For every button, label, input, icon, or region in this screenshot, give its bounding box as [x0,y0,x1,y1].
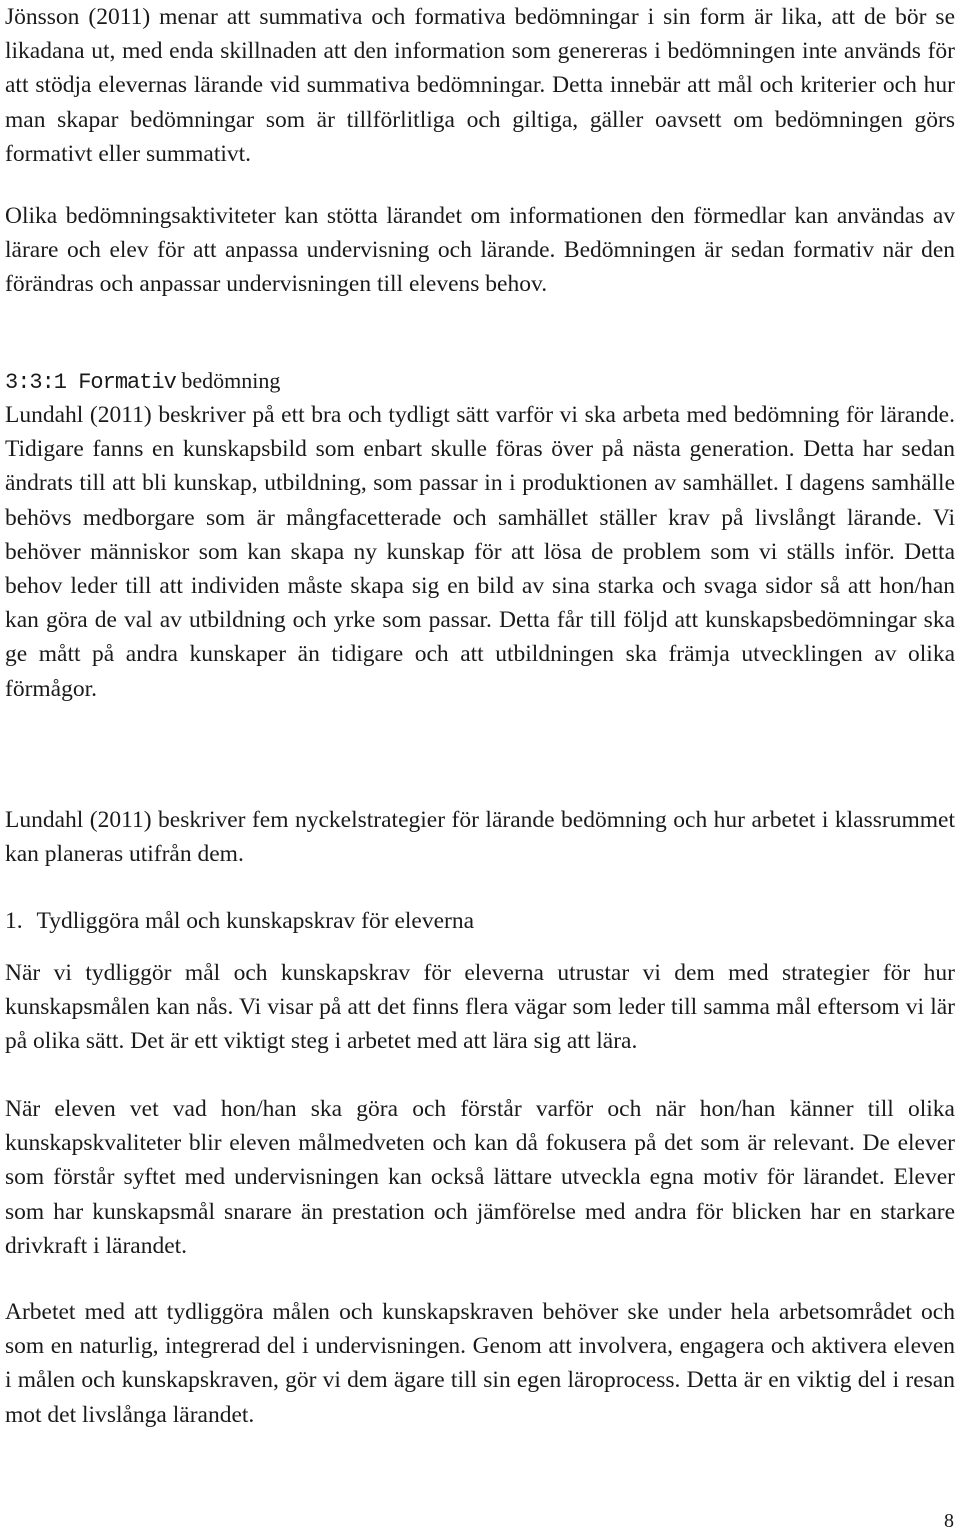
list-title: Tydliggöra mål och kunskapskrav för eleverna [36,908,475,934]
section-title: bedömning [181,368,281,393]
section-number: 3:3:1 Formativ [5,370,176,395]
paragraph-jonsson: Jönsson (2011) menar att summativa och formativa bedömningar i sin form är lika, att de bör se likadana ut, med enda skillnaden att den information som genereras i bedömningen inte används för att stödja elevernas lärande vid summativa bedömningar. Detta innebär att mål och kriterier och hur man skapar bedömningar som är tillförlitliga och giltiga, gäller oavsett om bedömningen görs formativt eller summativt. [5,4,955,167]
paragraph-arbetet: Arbetet med att tydliggöra målen och kunskapskraven behöver ske under hela arbetsområdet och som en naturlig, integrerad del i undervisningen. Genom att involvera, engagera och aktivera eleven i målen och kunskapskraven, gör vi dem ägare till sin egen läroprocess. Detta är en viktig del i resan mot det livslånga lärandet. [5,1299,955,1428]
paragraph-tydliggor: När vi tydliggör mål och kunskapskrav för eleverna utrustar vi dem med strategier för hur kunskapsmålen kan nås. Vi visar på att det finns flera vägar som leder till samma mål eftersom vi lär på olika sätt. Det är ett viktigt steg i arbetet med att lära sig att lära. [5,960,955,1055]
page-number: 8 [944,1510,954,1532]
list-heading [5,904,474,938]
paragraph-lundahl-1: Lundahl (2011) beskriver på ett bra och tydligt sätt varför vi ska arbeta med bedömning för lärande. Tidigare fanns en kunskapsbild som enbart skulle föras över på nästa generation. Detta har sedan ändrats till att bli kunskap, utbildning, som passar in i produktionen av samhället. I dagens samhälle behövs medborgare som är mångfacetterade och samhället ställer krav på livslångt lärande. Vi behöver människor som kan skapa ny kunskap för att lösa de problem som vi ställs inför. Detta behov leder till att individen måste skapa sig en bild av sina starka och svaga sidor så att hon/han kan göra de val av utbildning och yrke som passar. Detta får till följd att kunskapsbedömningar ska ge mått på andra kunskaper än tidigare och att utbildningen ska främja utvecklingen av olika förmågor. [5,402,955,702]
list-number: 1. [5,908,23,934]
section-heading [5,364,280,400]
paragraph-lundahl-2: Lundahl (2011) beskriver fem nyckelstrategier för lärande bedömning och hur arbetet i klassrummet kan planeras utifrån dem. [5,807,955,868]
paragraph-bedomningsaktiviteter: Olika bedömningsaktiviteter kan stötta lärandet om informationen den förmedlar kan användas av lärare och elev för att anpassa undervisning och lärande. Bedömningen är sedan formativ när den förändras och anpassar undervisningen till elevens behov. [5,203,955,298]
paragraph-eleven-vet: När eleven vet vad hon/han ska göra och förstår varför och när hon/han känner till olika kunskapskvaliteter blir eleven målmedveten och kan då fokusera på det som är relevant. De elever som förstår syftet med undervisningen kan också lättare utveckla egna motiv för lärandet. Elever som har kunskapsmål snarare än prestation och jämförelse med andra för blicken har en starkare drivkraft i lärandet. [5,1096,955,1259]
